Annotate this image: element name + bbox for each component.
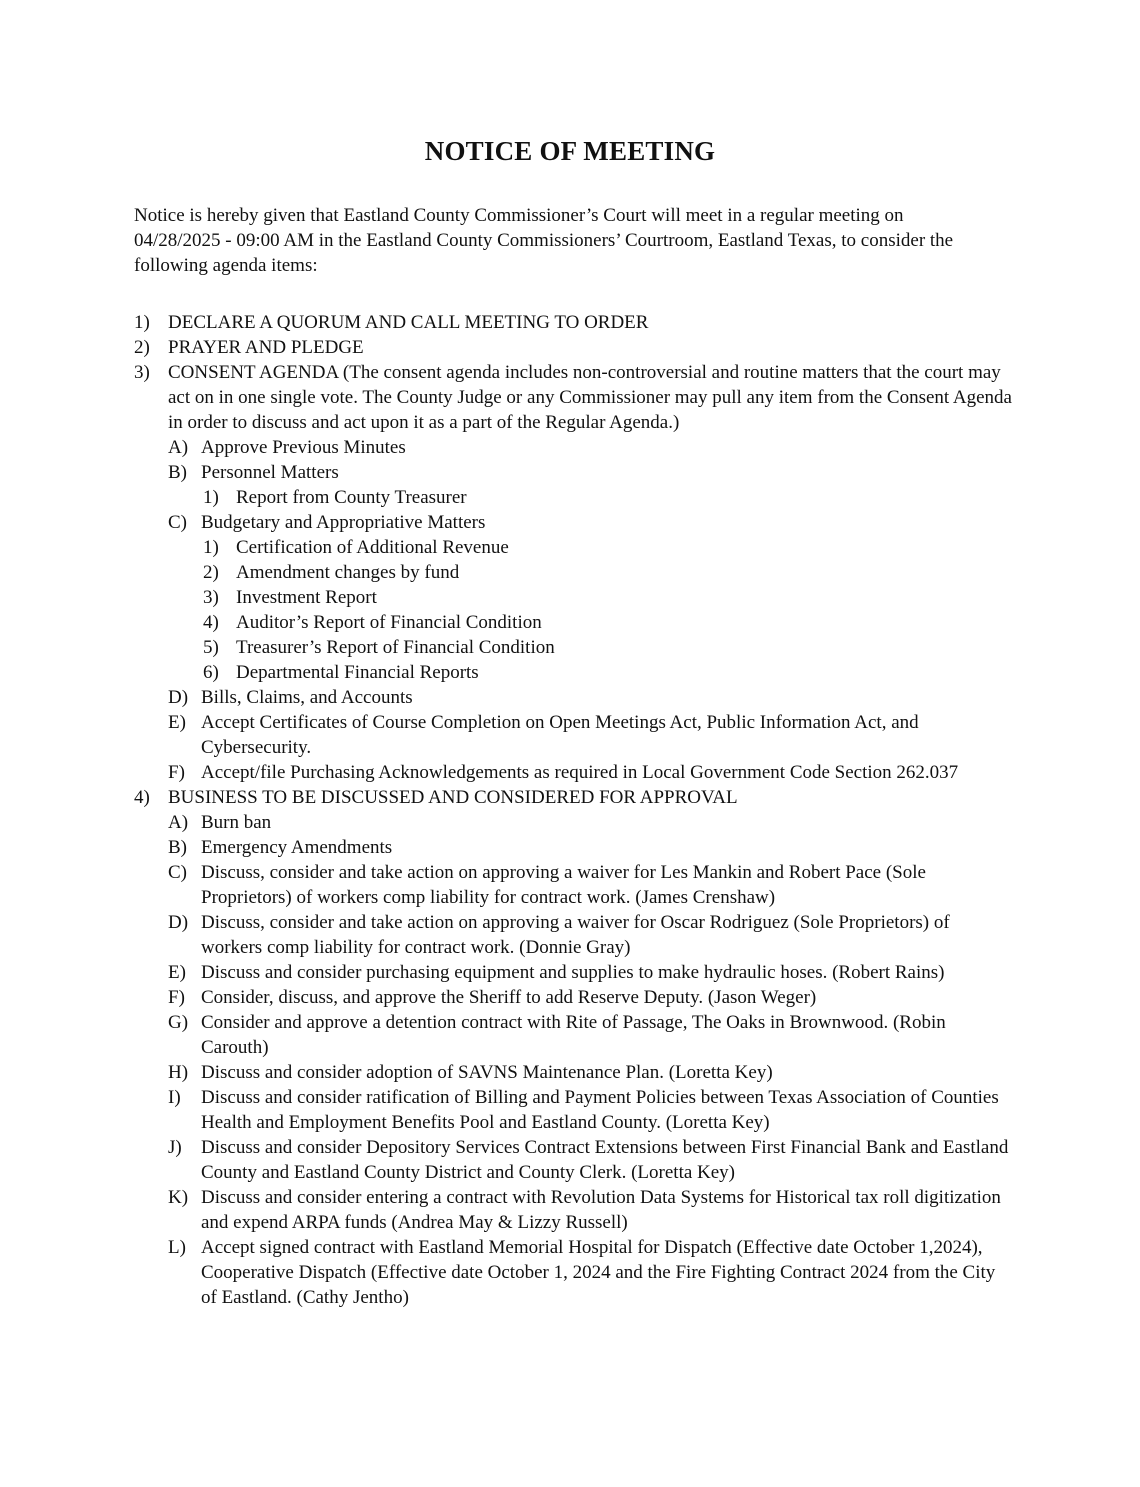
- agenda-item-text: Bills, Claims, and Accounts: [201, 687, 413, 708]
- agenda-item: [0, 435, 1140, 460]
- agenda-item-number: K): [168, 1187, 189, 1208]
- agenda-item-number: D): [168, 912, 189, 933]
- agenda-item-text: Accept signed contract with Eastland Memorial Hospital for Dispatch (Effective date October 1,2024), Cooperative Dispatch (Effective date October 1, 2024 and the Fire Fighting Contract 2024 from the City of Eastland. (Cathy Jentho): [201, 1237, 996, 1308]
- agenda-item-text: Investment Report: [236, 587, 377, 608]
- agenda-item-number: J): [168, 1137, 182, 1158]
- page-title: NOTICE OF MEETING: [424, 136, 716, 166]
- agenda-item-number: E): [168, 962, 186, 983]
- agenda-item-text: Discuss, consider and take action on approving a waiver for Les Mankin and Robert Pace (Sole Proprietors) of workers comp liability for contract work. (James Crenshaw): [201, 862, 926, 908]
- agenda-item-text: Discuss and consider purchasing equipment and supplies to make hydraulic hoses. (Robert Rains): [201, 962, 945, 983]
- agenda-item: [0, 360, 1140, 435]
- agenda-item-text: Personnel Matters: [201, 462, 339, 483]
- agenda-item-text: Discuss and consider Depository Services Contract Extensions between First Financial Bank and Eastland County and Eastland County District and County Clerk. (Loretta Key): [201, 1137, 1009, 1183]
- agenda-item-number: H): [168, 1062, 189, 1083]
- agenda-item-number: 4): [134, 787, 150, 808]
- agenda-item-number: F): [168, 987, 185, 1008]
- agenda-item-number: B): [168, 462, 187, 483]
- agenda-item-text: Discuss and consider ratification of Billing and Payment Policies between Texas Association of Counties Health and Employment Benefits Pool and Eastland County. (Loretta Key): [201, 1087, 999, 1133]
- agenda-item: [0, 635, 1140, 660]
- agenda-list: [0, 310, 1140, 1310]
- agenda-item: [0, 685, 1140, 710]
- agenda-item-number: C): [168, 862, 187, 883]
- agenda-item-text: Discuss and consider entering a contract with Revolution Data Systems for Historical tax roll digitization and expend ARPA funds (Andrea May & Lizzy Russell): [201, 1187, 1001, 1233]
- agenda-item-text: Approve Previous Minutes: [201, 437, 406, 458]
- agenda-item-text: Budgetary and Appropriative Matters: [201, 512, 486, 533]
- agenda-item-text: Accept/file Purchasing Acknowledgements as required in Local Government Code Section 262.037: [201, 762, 959, 783]
- agenda-item: [0, 1010, 1140, 1060]
- agenda-item: [0, 1185, 1140, 1235]
- agenda-item-number: D): [168, 687, 189, 708]
- agenda-item-number: 3): [203, 587, 219, 608]
- agenda-item: [0, 485, 1140, 510]
- agenda-item-text: Consider, discuss, and approve the Sheriff to add Reserve Deputy. (Jason Weger): [201, 987, 817, 1008]
- agenda-item: [0, 710, 1140, 760]
- agenda-item: [0, 860, 1140, 910]
- agenda-item-text: Auditor’s Report of Financial Condition: [236, 612, 542, 633]
- agenda-item-text: Certification of Additional Revenue: [236, 537, 509, 558]
- agenda-item-number: 1): [203, 487, 219, 508]
- agenda-item-number: 2): [203, 562, 219, 583]
- agenda-item: [0, 510, 1140, 535]
- agenda-item-number: B): [168, 837, 187, 858]
- agenda-item-text: BUSINESS TO BE DISCUSSED AND CONSIDERED FOR APPROVAL: [168, 787, 738, 808]
- agenda-item: [0, 1060, 1140, 1085]
- agenda-item: [0, 460, 1140, 485]
- agenda-item-text: Departmental Financial Reports: [236, 662, 479, 683]
- agenda-item: [0, 335, 1140, 360]
- agenda-item-number: A): [168, 437, 189, 458]
- agenda-item: [0, 1135, 1140, 1185]
- agenda-item: [0, 910, 1140, 960]
- agenda-item-text: DECLARE A QUORUM AND CALL MEETING TO ORDER: [168, 312, 649, 333]
- agenda-item-text: Consider and approve a detention contract with Rite of Passage, The Oaks in Brownwood. (Robin Carouth): [201, 1012, 946, 1058]
- agenda-item: [0, 985, 1140, 1010]
- agenda-item: [0, 560, 1140, 585]
- agenda-item-number: 4): [203, 612, 219, 633]
- agenda-item: [0, 535, 1140, 560]
- agenda-item-text: Amendment changes by fund: [236, 562, 460, 583]
- agenda-item-number: I): [168, 1087, 181, 1108]
- agenda-item-text: Emergency Amendments: [201, 837, 393, 858]
- agenda-item-text: Report from County Treasurer: [236, 487, 467, 508]
- agenda-item-number: C): [168, 512, 187, 533]
- agenda-item-text: CONSENT AGENDA (The consent agenda includes non-controversial and routine matters that the court may act on in one single vote. The County Judge or any Commissioner may pull any item from the Consent Agenda in order to discuss and act upon it as a part of the Regular Agenda.): [168, 362, 1012, 433]
- agenda-item-text: Burn ban: [201, 812, 272, 833]
- agenda-item-number: 2): [134, 337, 150, 358]
- agenda-item: [0, 785, 1140, 810]
- agenda-item-number: L): [168, 1237, 186, 1258]
- agenda-item-number: 5): [203, 637, 219, 658]
- agenda-item-number: A): [168, 812, 189, 833]
- agenda-item: [0, 960, 1140, 985]
- agenda-item-number: 1): [134, 312, 150, 333]
- agenda-item-text: Discuss and consider adoption of SAVNS Maintenance Plan. (Loretta Key): [201, 1062, 773, 1083]
- agenda-item-number: 3): [134, 362, 150, 383]
- agenda-item: [0, 760, 1140, 785]
- agenda-item-text: Discuss, consider and take action on approving a waiver for Oscar Rodriguez (Sole Proprietors) of workers comp liability for contract work. (Donnie Gray): [201, 912, 950, 958]
- agenda-item-text: Treasurer’s Report of Financial Condition: [236, 637, 555, 658]
- agenda-item-number: E): [168, 712, 186, 733]
- agenda-item-text: Accept Certificates of Course Completion on Open Meetings Act, Public Information Act, and Cybersecurity.: [201, 712, 919, 758]
- agenda-item: [0, 660, 1140, 685]
- agenda-item: [0, 585, 1140, 610]
- agenda-item: [0, 310, 1140, 335]
- agenda-item-number: G): [168, 1012, 189, 1033]
- agenda-item-number: 1): [203, 537, 219, 558]
- agenda-item-number: 6): [203, 662, 219, 683]
- agenda-item: [0, 810, 1140, 835]
- agenda-item: [0, 835, 1140, 860]
- agenda-item-number: F): [168, 762, 185, 783]
- agenda-item-text: PRAYER AND PLEDGE: [168, 337, 364, 358]
- agenda-item: [0, 1085, 1140, 1135]
- agenda-item: [0, 610, 1140, 635]
- agenda-item: [0, 1235, 1140, 1310]
- notice-intro: Notice is hereby given that Eastland County Commissioner’s Court will meet in a regular meeting on 04/28/2025 - 09:00 AM in the Eastland County Commissioners’ Courtroom, Eastland Texas, to consider the following agenda items:: [134, 205, 954, 276]
